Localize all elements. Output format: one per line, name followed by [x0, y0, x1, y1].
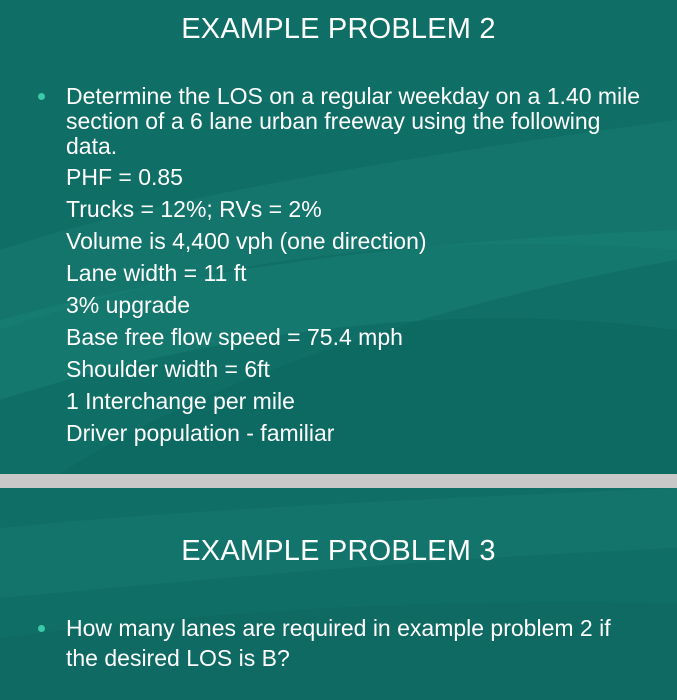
bullet-item: [36, 613, 641, 673]
given-data-shoulder-width: Shoulder width = 6ft: [66, 356, 270, 382]
slide-title: EXAMPLE PROBLEM 2: [181, 13, 496, 45]
bullet-dot-icon: [38, 93, 45, 100]
given-data-grade: 3% upgrade: [66, 292, 191, 318]
given-data-list: [36, 161, 641, 449]
bullet-dot-icon: [38, 625, 45, 632]
slide-title: EXAMPLE PROBLEM 3: [181, 535, 496, 567]
slide-example-problem-3: [0, 488, 677, 700]
bullet-text: Determine the LOS on a regular weekday on a 1.40 mile section of a 6 lane urban freeway using the following data.: [66, 83, 641, 159]
given-data-phf: PHF = 0.85: [66, 164, 183, 190]
bullet-text: How many lanes are required in example problem 2 if the desired LOS is B?: [66, 615, 611, 671]
given-data-interchanges: 1 Interchange per mile: [66, 388, 295, 414]
given-data-volume: Volume is 4,400 vph (one direction): [66, 228, 427, 254]
bullet-block: [36, 613, 641, 673]
given-data-free-flow-speed: Base free flow speed = 75.4 mph: [66, 324, 403, 350]
given-data-driver-population: Driver population - familiar: [66, 420, 335, 446]
bullet-item: [36, 84, 641, 159]
given-data-lane-width: Lane width = 11 ft: [66, 260, 247, 286]
given-data-trucks-rvs: Trucks = 12%; RVs = 2%: [66, 196, 322, 222]
bullet-block: [36, 84, 641, 449]
